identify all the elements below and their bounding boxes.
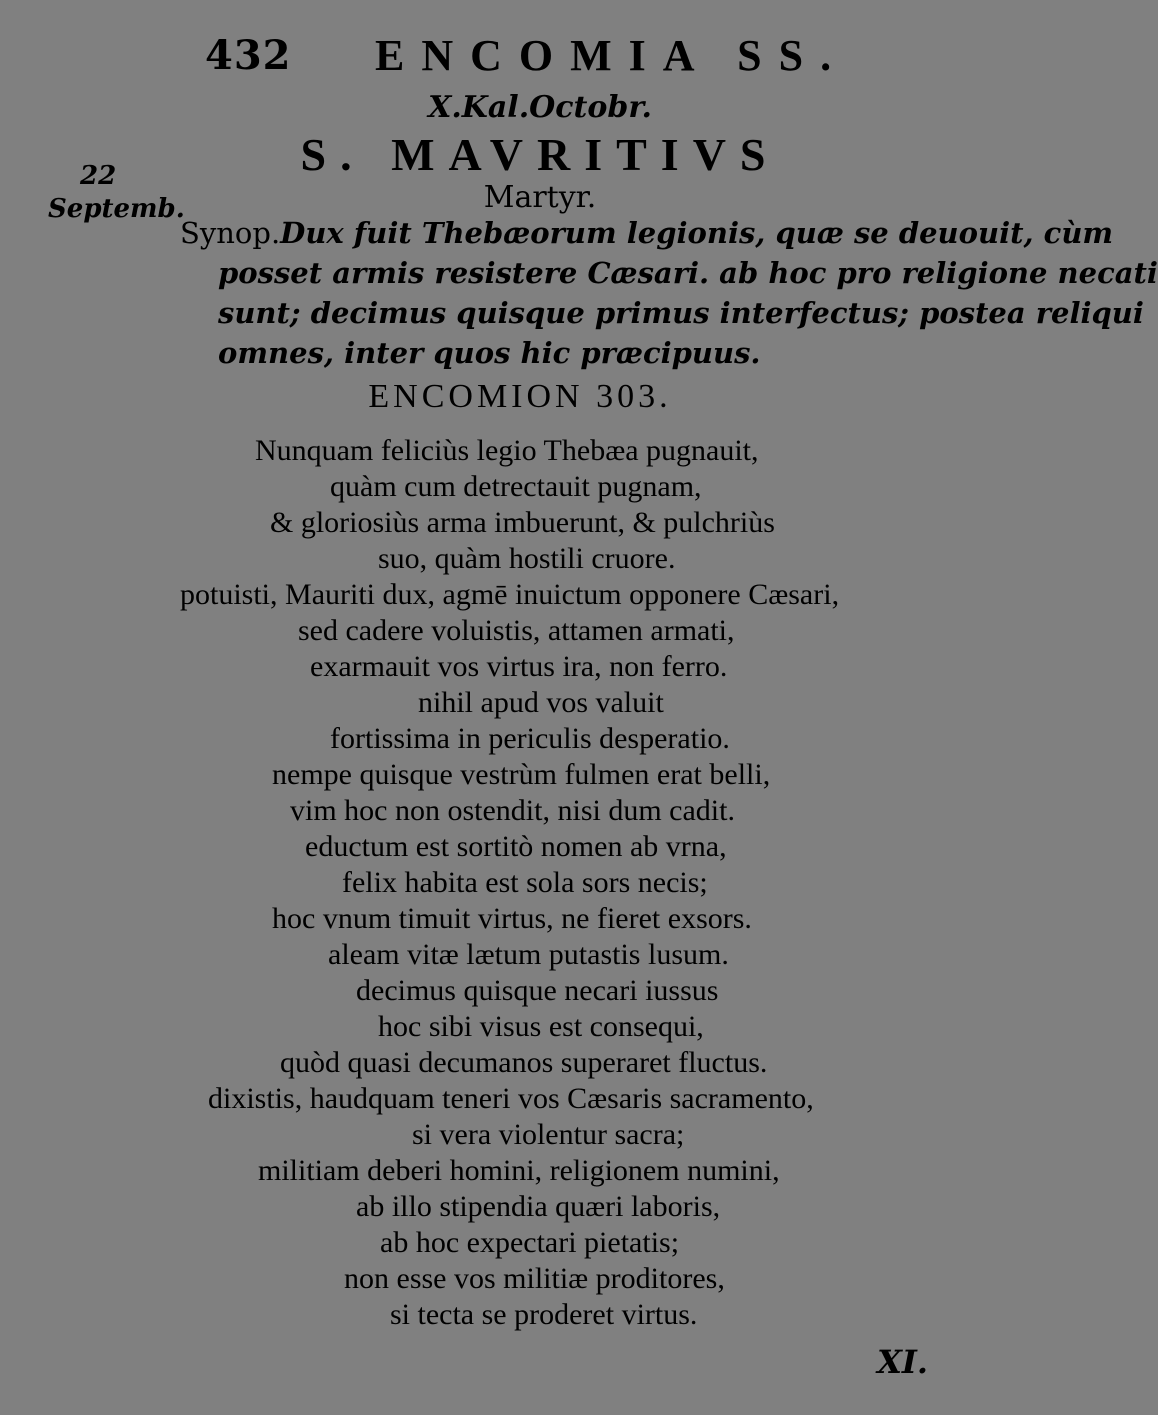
verse-line: nempe quisque vestrùm fulmen erat belli, [272,758,771,791]
verse-line: Nunquam feliciùs legio Thebæa pugnauit, [255,434,759,467]
verse-line: ab illo stipendia quæri laboris, [356,1190,721,1223]
feast-date: X.Kal.Octobr. [428,90,652,125]
verse-line: hoc vnum timuit virtus, ne fieret exsors. [272,902,752,935]
synopsis-line-3: sunt; decimus quisque primus interfectus; postea reliqui [218,296,1144,330]
verse-line: exarmauit vos virtus ira, non ferro. [310,650,728,683]
running-title: ENCOMIA SS. [375,31,849,80]
verse-line: hoc sibi visus est consequi, [378,1010,704,1043]
verse-line: quòd quasi decumanos superaret fluctus. [280,1046,768,1079]
verse-line: si tecta se proderet virtus. [390,1298,698,1331]
margin-note-month: Septemb. [48,194,185,224]
verse-line: non esse vos militiæ proditores, [344,1262,725,1295]
encomion-heading: ENCOMION 303. [368,378,672,415]
verse-line: militiam deberi homini, religionem numini, [258,1154,780,1187]
verse-line: & gloriosiùs arma imbuerunt, & pulchriùs [270,506,775,539]
verse-line: vim hoc non ostendit, nisi dum cadit. [290,794,735,827]
verse-line: sed cadere voluistis, attamen armati, [298,614,735,647]
saint-name: S. MAVRITIVS [300,129,780,180]
verse-line: dixistis, haudquam teneri vos Cæsaris sacramento, [208,1082,814,1115]
verse-line: suo, quàm hostili cruore. [378,542,676,575]
verse-line: nihil apud vos valuit [418,686,664,719]
verse-line: fortissima in periculis desperatio. [330,722,730,755]
synopsis-line-1 [180,213,1114,253]
verse-line: ab hoc expectari pietatis; [380,1226,680,1259]
page-number: 432 [205,32,292,79]
catchword: XI. [877,1343,928,1381]
verse-line: decimus quisque necari iussus [356,974,719,1007]
saint-rank: Martyr. [483,180,597,215]
synopsis-line-2: posset armis resistere Cæsari. ab hoc pro religione necati [218,256,1158,290]
verse-line: quàm cum detrectauit pugnam, [330,470,702,503]
verse-line: felix habita est sola sors necis; [342,866,708,899]
verse-line: aleam vitæ lætum putastis lusum. [328,938,729,971]
verse-line: eductum est sortitò nomen ab vrna, [305,830,727,863]
margin-note-day: 22 [80,161,117,191]
synopsis-text: Dux fuit Thebæorum legionis, quæ se deuouit, cùm [280,216,1114,250]
synopsis-line-4: omnes, inter quos hic præcipuus. [218,336,761,370]
synopsis-label: Synop. [180,216,281,250]
verse-line: si vera violentur sacra; [412,1118,685,1151]
verse-line: potuisti, Mauriti dux, agmē inuictum opponere Cæsari, [180,578,840,611]
synopsis [180,213,1158,373]
